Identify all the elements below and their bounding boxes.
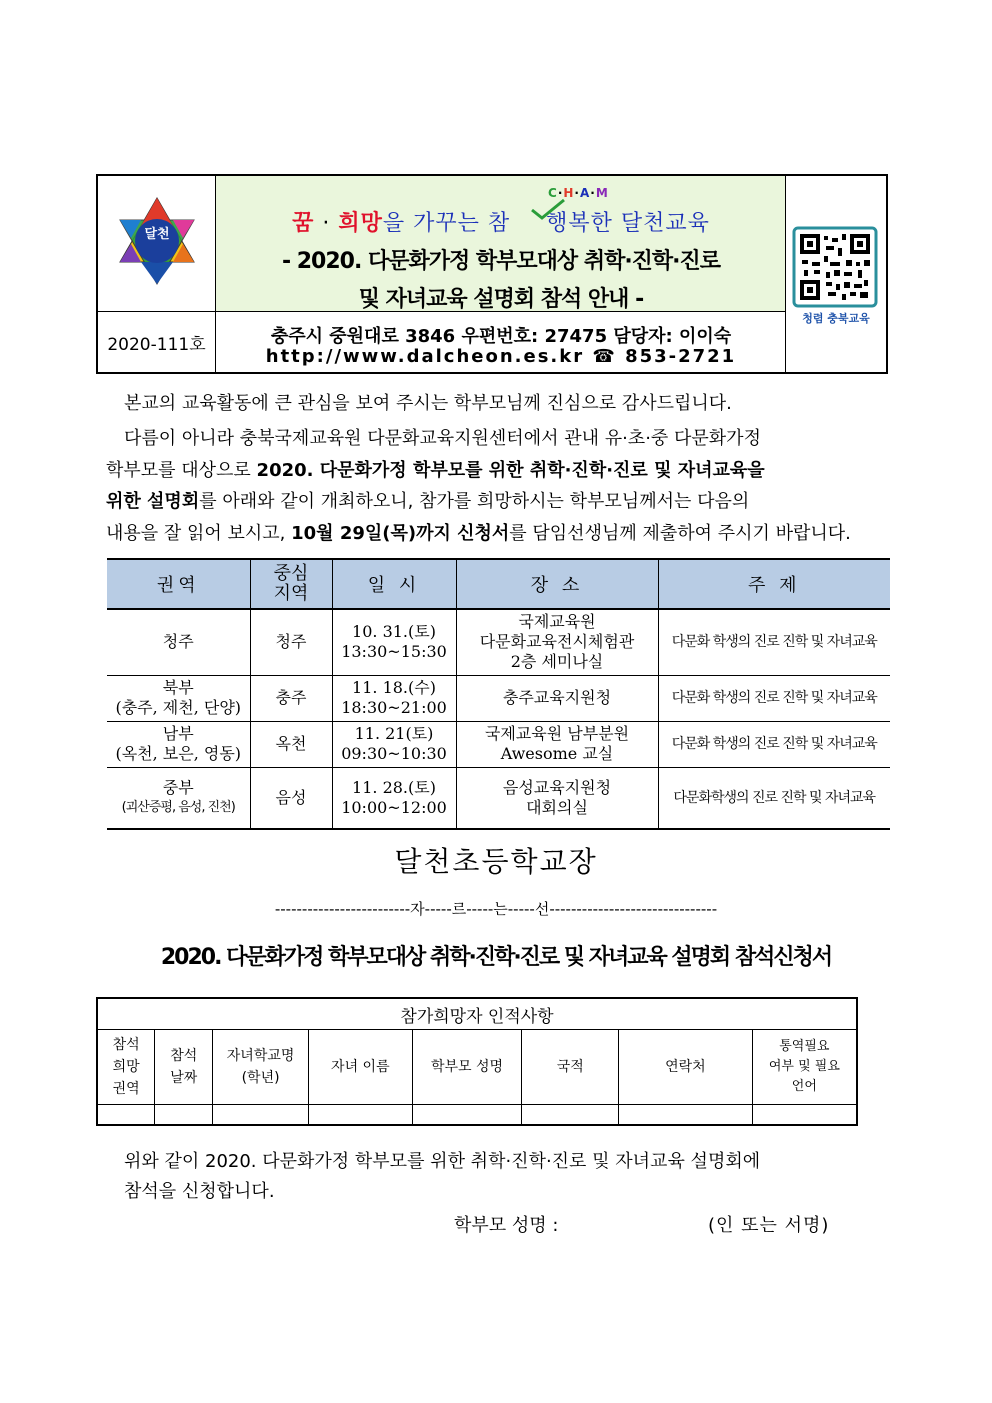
application-form-table: [96, 997, 858, 1126]
form-caption: 참가희망자 인적사항: [97, 998, 857, 1030]
input-parent-name[interactable]: [412, 1105, 522, 1125]
header-datetime: 일 시: [332, 559, 456, 609]
place-cell: 국제교육원 다문화교육전시체험관 2층 세미나실: [456, 609, 658, 675]
header-place: 장 소: [456, 559, 658, 609]
address-line: 충주시 중원대로 3846 우편번호: 27475 담당자: 이이숙: [270, 326, 732, 347]
col-interpreter: 통역필요 여부 및 필요 언어: [752, 1030, 857, 1105]
doc-number: 2020-111호: [98, 312, 216, 372]
sign-hint[interactable]: (인 또는 서명): [708, 1215, 830, 1236]
input-interpreter[interactable]: [752, 1105, 857, 1125]
qr-cell: [786, 176, 886, 372]
logo-text: 달천: [144, 227, 170, 242]
body-line-3: 위한 설명회를 아래와 같이 개최하오니, 참가를 희망하시는 학부모님께서는 다음의: [106, 491, 750, 512]
body-line-4: 내용을 잘 읽어 보시고, 10월 29일(목)까지 신청서를 담임선생님께 제출하여 주시기 바랍니다.: [106, 523, 851, 544]
theme-cell: 다문화학생의 진로 진학 및 자녀교육: [658, 767, 890, 829]
col-nationality: 국적: [522, 1030, 619, 1105]
col-attend-region: 참석 희망 권역: [97, 1030, 155, 1105]
table-row: [107, 721, 890, 767]
datetime-cell: 11. 21(토) 09:30~10:30: [332, 721, 456, 767]
school-logo-cell: [98, 176, 216, 312]
sign-label: 학부모 성명 :: [454, 1215, 559, 1236]
qr-code-icon: [786, 176, 886, 372]
center-cell: 옥천: [250, 721, 332, 767]
place-cell: 음성교육지원청 대회의실: [456, 767, 658, 829]
col-parent-name: 학부모 성명: [412, 1030, 522, 1105]
region-cell: 중부 (괴산증평, 음성, 진천): [107, 767, 250, 829]
intro-paragraph: 본교의 교육활동에 큰 관심을 보여 주시는 학부모님께 진심으로 감사드립니다.: [124, 393, 732, 414]
region-cell: 북부 (충주, 제천, 단양): [107, 675, 250, 721]
datetime-cell: 10. 31.(토) 13:30~15:30: [332, 609, 456, 675]
school-logo-icon: [98, 176, 216, 312]
place-cell: 국제교육원 남부분원 Awesome 교실: [456, 721, 658, 767]
col-attend-date: 참석 날짜: [155, 1030, 213, 1105]
slogan: 꿈 · 희망을 가꾸는 참 행복한 달천교육: [292, 211, 710, 236]
schedule-header-row: [107, 559, 890, 609]
table-row: [107, 767, 890, 829]
cut-line: -------------------------자-----르-----는-----선-------------------------------: [274, 900, 718, 918]
datetime-cell: 11. 18.(수) 18:30~21:00: [332, 675, 456, 721]
body-line-1: 다름이 아니라 충북국제교육원 다문화교육지원센터에서 관내 유·초·중 다문화가정: [124, 428, 761, 449]
col-contact: 연락처: [619, 1030, 753, 1105]
input-contact[interactable]: [619, 1105, 753, 1125]
doc-title-line1: - 2020. 다문화가정 학부모대상 취학·진학·진로: [281, 249, 721, 274]
closing-line-1: 위와 같이 2020. 다문화가정 학부모를 위한 취학·진학·진로 및 자녀교육 설명회에: [124, 1151, 761, 1172]
web-phone-line[interactable]: http://www.dalcheon.es.kr ☎ 853-2721: [265, 346, 737, 367]
input-attend-date[interactable]: [155, 1105, 213, 1125]
title-cell: [216, 176, 786, 312]
datetime-cell: 11. 28.(토) 10:00~12:00: [332, 767, 456, 829]
table-row: [107, 675, 890, 721]
schedule-table: [107, 558, 890, 830]
qr-caption: 청렴 충북교육: [802, 312, 870, 325]
region-cell: 남부 (옥천, 보은, 영동): [107, 721, 250, 767]
place-cell: 충주교육지원청: [456, 675, 658, 721]
center-cell: 음성: [250, 767, 332, 829]
theme-cell: 다문화 학생의 진로 진학 및 자녀교육: [658, 721, 890, 767]
region-cell: 청주: [107, 609, 250, 675]
letterhead: [96, 174, 888, 374]
center-cell: 충주: [250, 675, 332, 721]
theme-cell: 다문화 학생의 진로 진학 및 자녀교육: [658, 675, 890, 721]
header-theme: 주 제: [658, 559, 890, 609]
form-input-row[interactable]: [97, 1105, 857, 1125]
form-header-row: [97, 1030, 857, 1105]
input-nationality[interactable]: [522, 1105, 619, 1125]
body-line-2: 학부모를 대상으로 2020. 다문화가정 학부모를 위한 취학·진학·진로 및 자녀교육을: [106, 460, 765, 481]
doc-title-line2: 및 자녀교육 설명회 참석 안내 -: [358, 287, 644, 312]
principal-signature: 달천초등학교장: [394, 845, 598, 878]
table-row: [107, 609, 890, 675]
center-cell: 청주: [250, 609, 332, 675]
header-center: 중심 지역: [250, 559, 332, 609]
cham-label: C·H·A·M: [548, 186, 609, 200]
input-attend-region[interactable]: [97, 1105, 155, 1125]
form-title: 2020. 다문화가정 학부모대상 취학·진학·진로 및 자녀교육 설명회 참석신청서: [160, 945, 832, 970]
col-school-grade: 자녀학교명 (학년): [213, 1030, 309, 1105]
closing-line-2: 참석을 신청합니다.: [124, 1181, 275, 1202]
col-child-name: 자녀 이름: [308, 1030, 412, 1105]
address-cell: [216, 312, 786, 372]
input-child-name[interactable]: [308, 1105, 412, 1125]
theme-cell: 다문화 학생의 진로 진학 및 자녀교육: [658, 609, 890, 675]
input-school-grade[interactable]: [213, 1105, 309, 1125]
header-region: 권역: [107, 559, 250, 609]
